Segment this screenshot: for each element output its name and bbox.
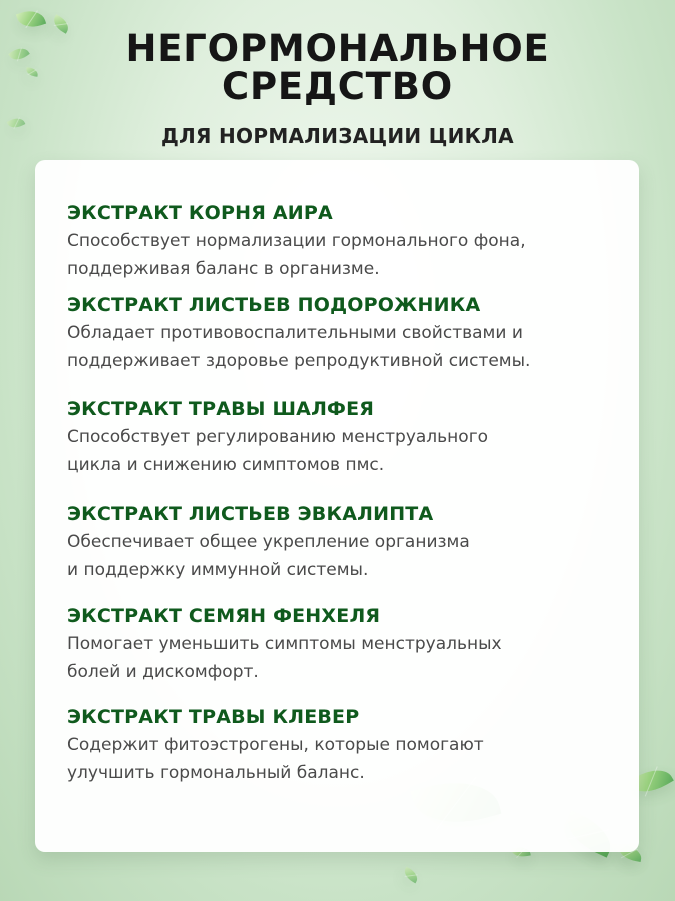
feature-plantain-leaves bbox=[67, 294, 612, 375]
feature-title: ЭКСТРАКТ СЕМЯН ФЕНХЕЛЯ bbox=[67, 605, 381, 627]
feature-description: Обладает противовоспалительными свойствами и поддерживает здоровье репродуктивной системы. bbox=[67, 323, 531, 371]
feature-sage-herb bbox=[67, 398, 612, 479]
feature-description: Помогает уменьшить симптомы менструальных болей и дискомфорт. bbox=[67, 634, 502, 682]
feature-title: ЭКСТРАКТ ЛИСТЬЕВ ПОДОРОЖНИКА bbox=[67, 294, 481, 316]
feature-title: ЭКСТРАКТ ЛИСТЬЕВ ЭВКАЛИПТА bbox=[67, 503, 434, 525]
feature-title: ЭКСТРАКТ ТРАВЫ ШАЛФЕЯ bbox=[67, 398, 375, 420]
hero-subtitle: ДЛЯ НОРМАЛИЗАЦИИ ЦИКЛА bbox=[161, 124, 514, 148]
feature-eucalyptus-leaves bbox=[67, 503, 612, 584]
feature-calamus-root bbox=[67, 202, 612, 283]
feature-clover-herb bbox=[67, 706, 612, 787]
feature-title: ЭКСТРАКТ ТРАВЫ КЛЕВЕР bbox=[67, 706, 360, 728]
leaf-icon-top-left-1 bbox=[16, 6, 46, 31]
feature-title: ЭКСТРАКТ КОРНЯ АИРА bbox=[67, 202, 333, 224]
leaf-icon-bottom-right-6 bbox=[402, 867, 421, 884]
hero-title-line-2: СРЕДСТВО bbox=[222, 65, 453, 108]
hero-title-line-1: НЕГОРМОНАЛЬНОЕ bbox=[125, 27, 550, 70]
feature-description: Способствует регулированию менструального цикла и снижению симптомов пмс. bbox=[67, 427, 489, 475]
feature-fennel-seeds bbox=[67, 605, 612, 686]
feature-description: Способствует нормализации гормонального фона, поддерживая баланс в организме. bbox=[67, 231, 526, 279]
hero-title bbox=[0, 27, 675, 108]
feature-description: Содержит фитоэстрогены, которые помогают улучшить гормональный баланс. bbox=[67, 735, 484, 783]
feature-description: Обеспечивает общее укрепление организма и поддержку иммунной системы. bbox=[67, 532, 470, 580]
hero-header bbox=[0, 27, 675, 148]
ingredients-card bbox=[35, 160, 639, 852]
